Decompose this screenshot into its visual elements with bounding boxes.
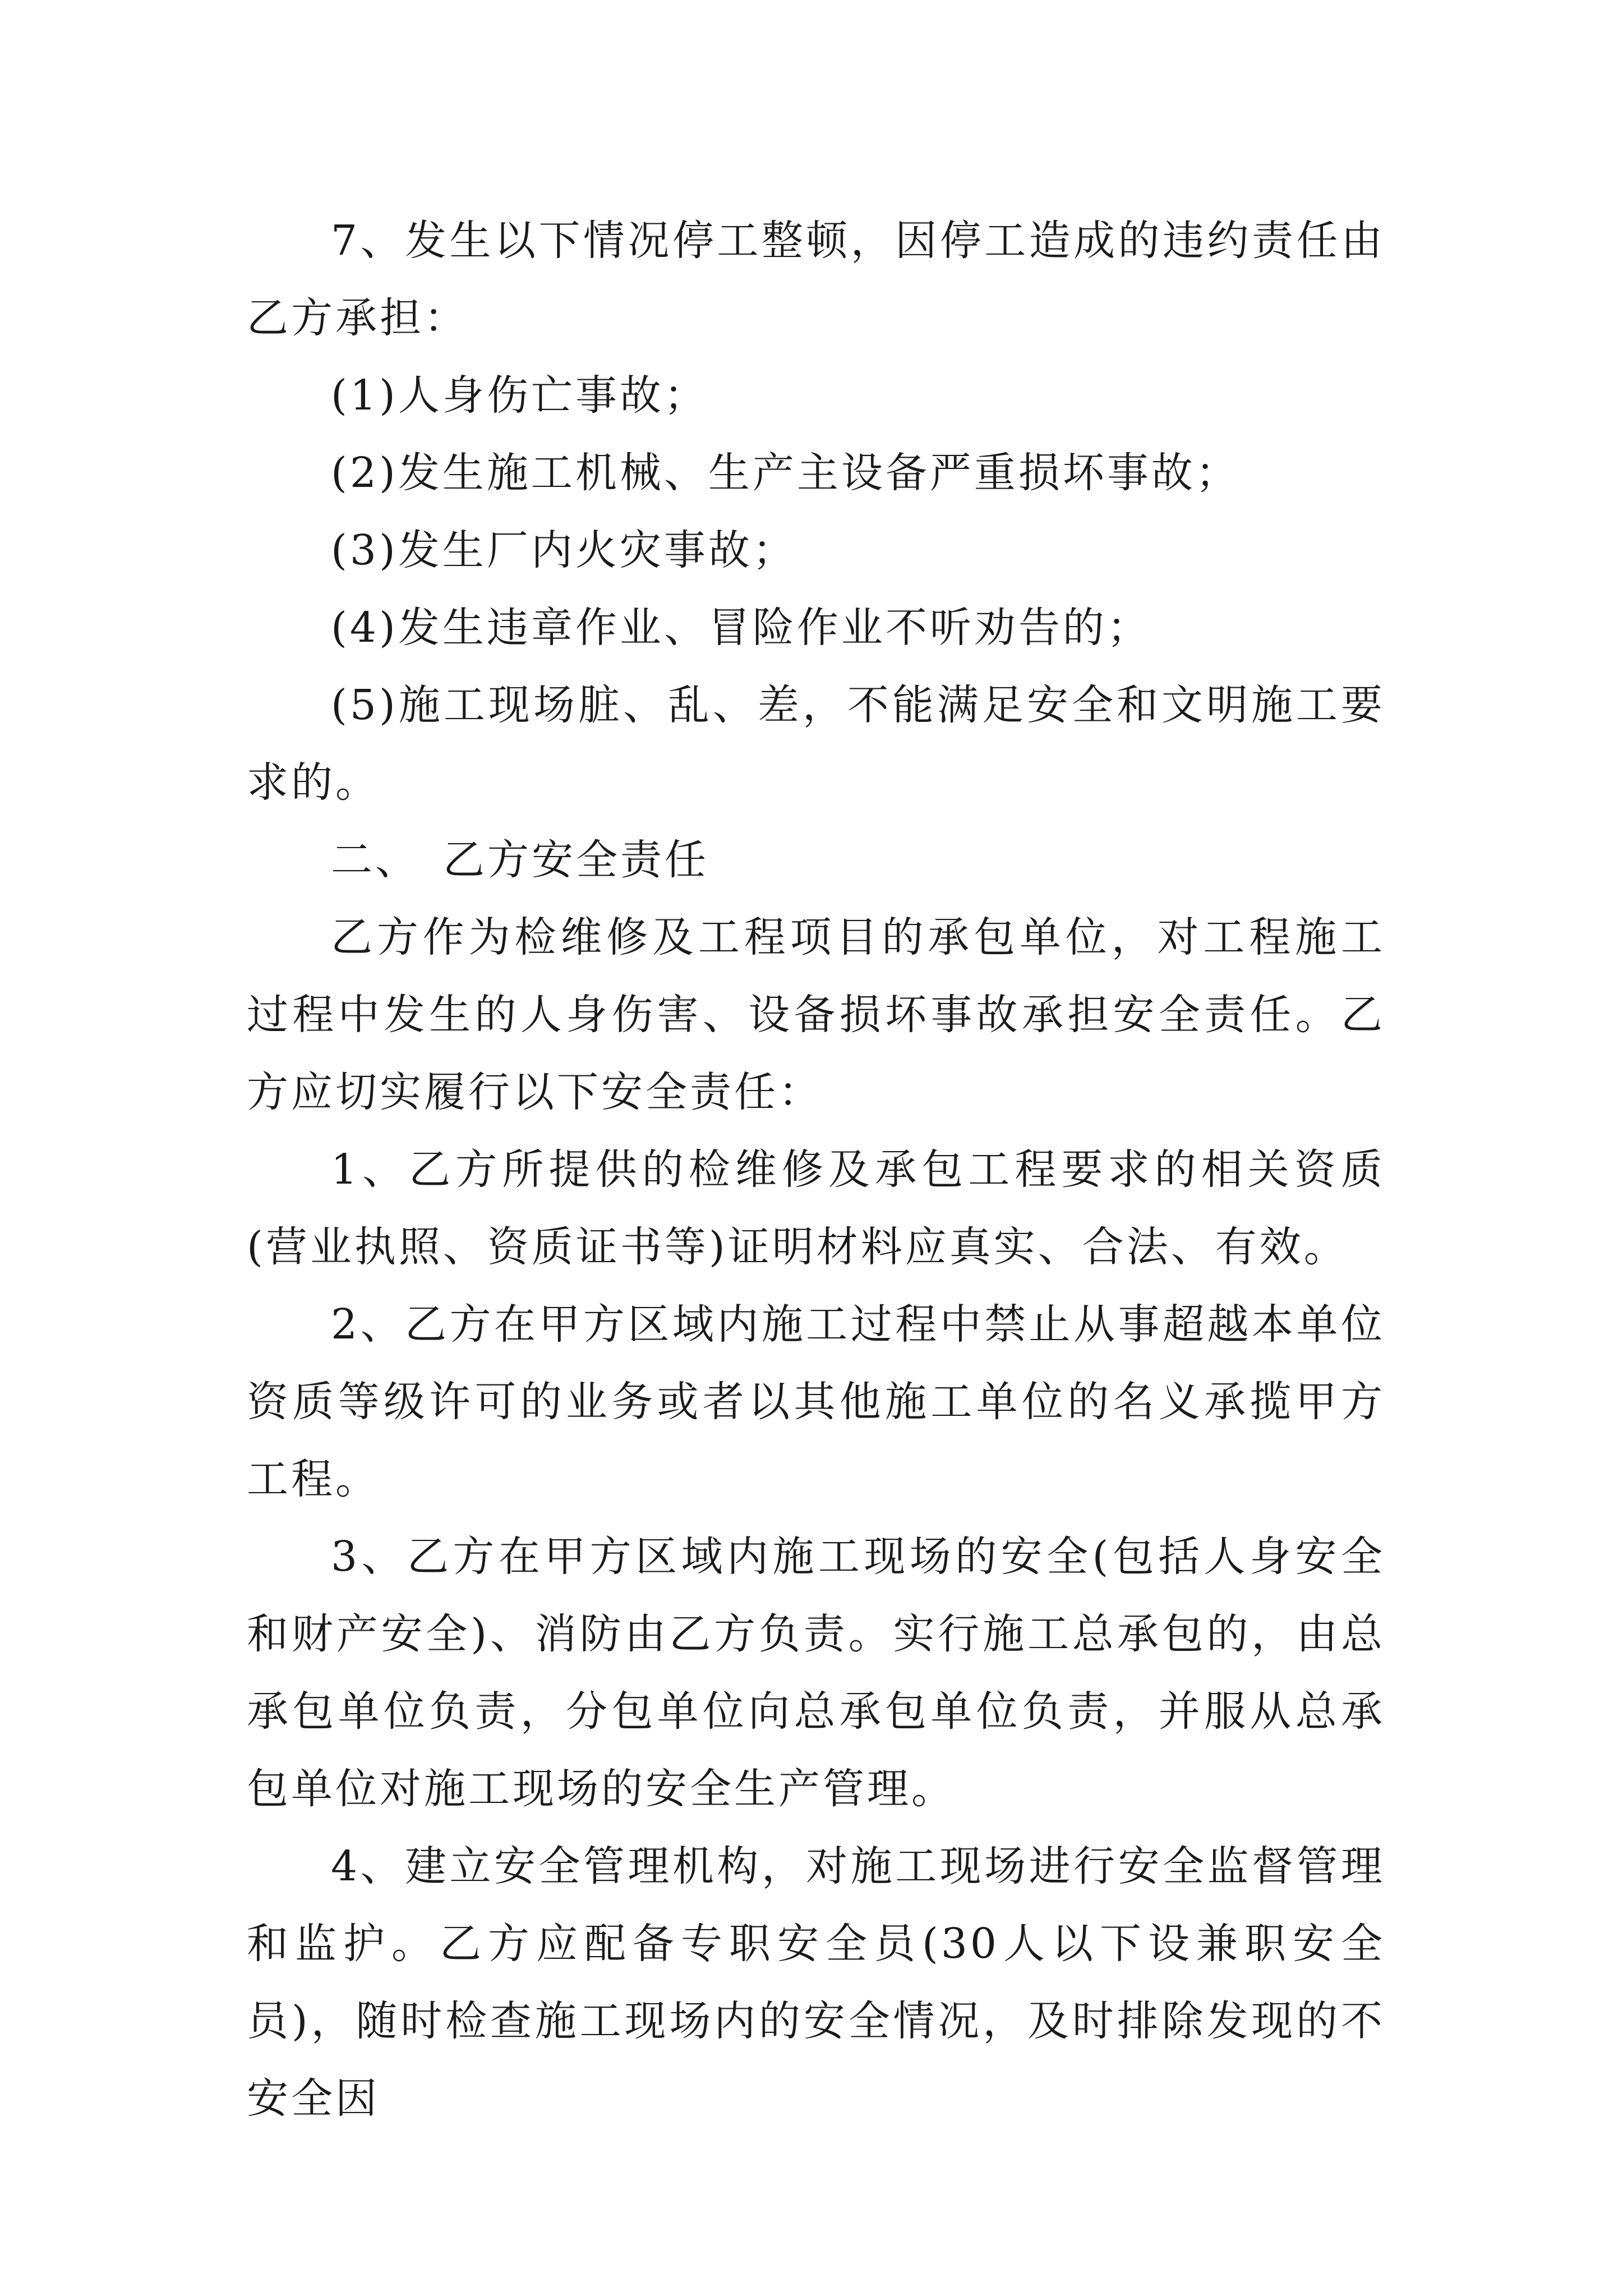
- paragraph-clause-7: 7、发生以下情况停工整顿，因停工造成的违约责任由乙方承担：: [247, 217, 1385, 342]
- paragraph-clause-2: 2、乙方在甲方区域内施工过程中禁止从事超越本单位资质等级许可的业务或者以其他施工单位的名义承揽甲方工程。: [247, 1300, 1385, 1503]
- section-heading-2: 二、 乙方安全责任: [331, 836, 709, 884]
- list-item-3: (3)发生厂内火灾事故；: [331, 526, 797, 574]
- list-item-5: (5)施工现场脏、乱、差，不能满足安全和文明施工要求的。: [247, 681, 1385, 807]
- paragraph-clause-1: 1、乙方所提供的检维修及承包工程要求的相关资质(营业执照、资质证书等)证明材料应真实、合法、有效。: [247, 1145, 1385, 1271]
- paragraph-clause-4: 4、建立安全管理机构，对施工现场进行安全监督管理和监护。乙方应配备专职安全员(30人以下设兼职安全员)，随时检查施工现场内的安全情况，及时排除发现的不安全因: [247, 1842, 1385, 2123]
- paragraph-clause-3: 3、乙方在甲方区域内施工现场的安全(包括人身安全和财产安全)、消防由乙方负责。实行施工总承包的，由总承包单位负责，分包单位向总承包单位负责，并服从总承包单位对施工现场的安全生产管理。: [247, 1533, 1385, 1813]
- list-item-1: (1)人身伤亡事故；: [331, 371, 708, 420]
- paragraph-section-intro: 乙方作为检维修及工程项目的承包单位，对工程施工过程中发生的人身伤害、设备损坏事故承担安全责任。乙方应切实履行以下安全责任：: [247, 913, 1385, 1116]
- document-body: [247, 202, 1385, 2137]
- list-item-4: (4)发生违章作业、冒险作业不听劝告的；: [331, 604, 1151, 652]
- list-item-2: (2)发生施工机械、生产主设备严重损坏事故；: [331, 449, 1240, 497]
